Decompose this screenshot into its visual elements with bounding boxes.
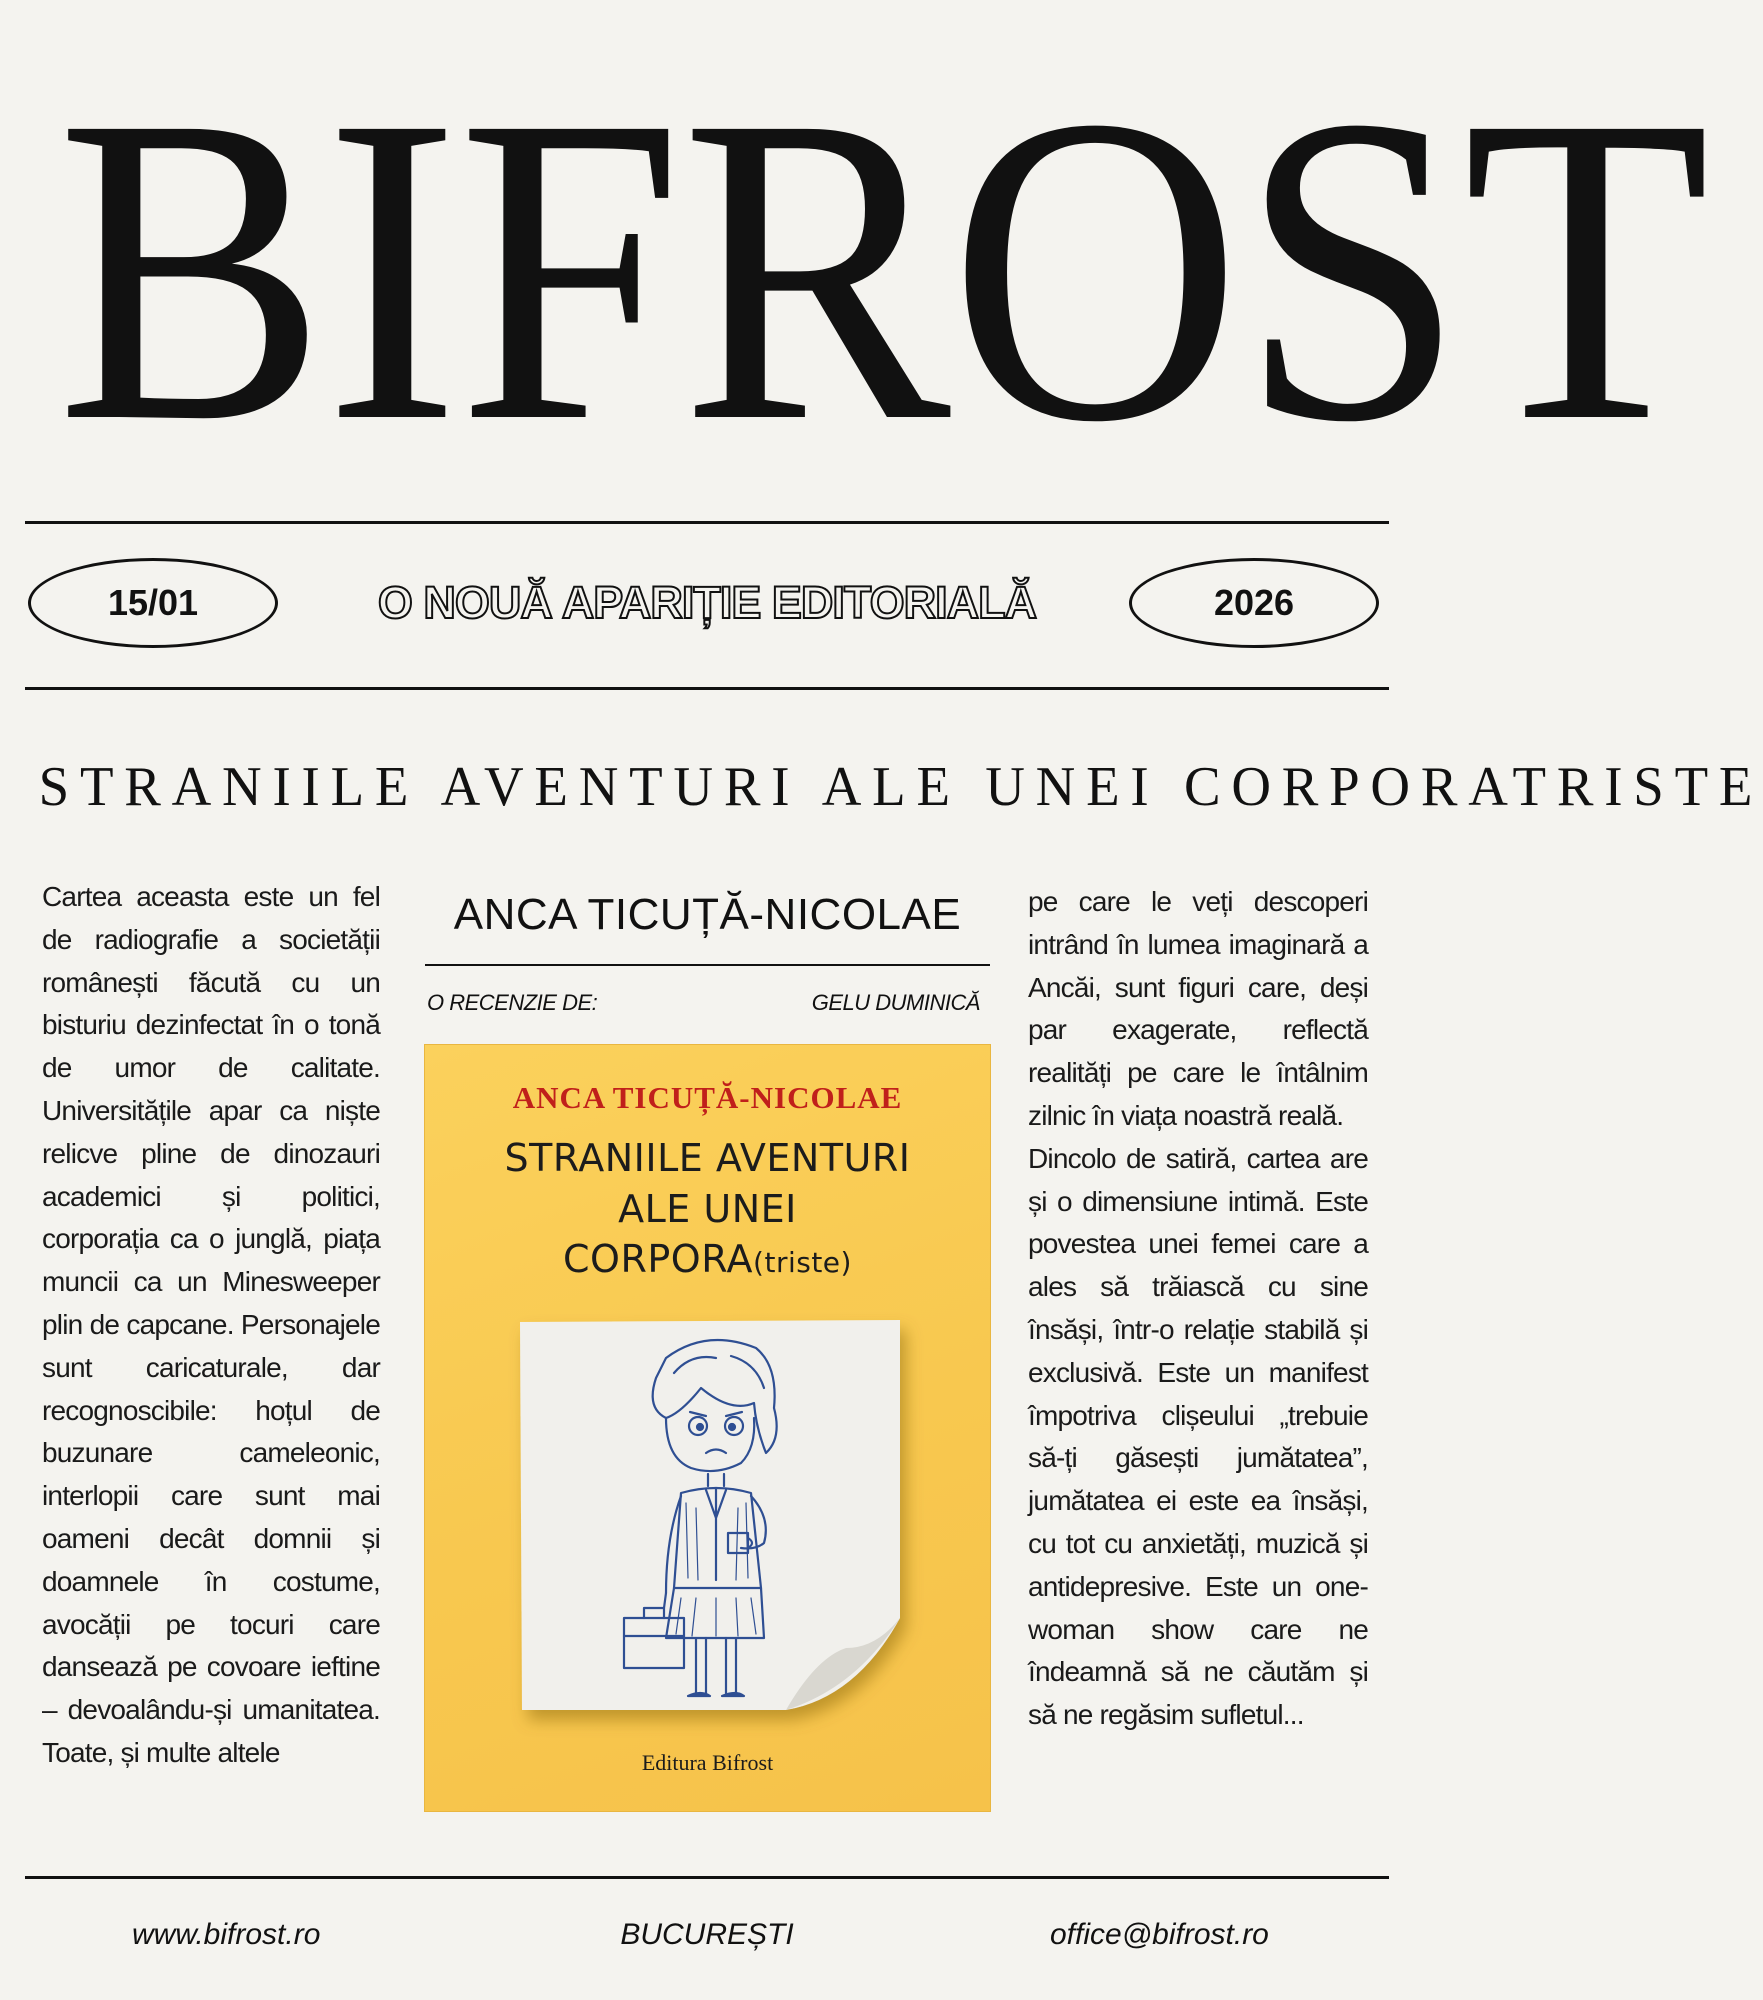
footer-city-text: BUCUREȘTI (620, 1918, 794, 1951)
cover-publisher: Editura Bifrost (641, 1750, 774, 1775)
book-cover-image (424, 1044, 991, 1812)
author-divider (425, 964, 990, 966)
cover-author: ANCA TICUȚĂ-NICOLAE (512, 1080, 903, 1115)
article-author: ANCA TICUȚĂ-NICOLAE (453, 890, 962, 939)
book-title: STRANIILE AVENTURI ALE UNEI CORPORATRISTE (38, 756, 1763, 818)
cover-title-line3-small: (triste) (753, 1246, 852, 1279)
left-paragraph: Cartea aceasta este un fel de radiografie a societății românești făcută cu un bisturiu dezinfectat în o tonă de umor de calitate. Universitățile apar ca niște relicve pline de dinozauri academici și politici, corporația ca o junglă, piața muncii ca un Minesweeper plin de capcane. Personajele sunt caricaturale, dar recognoscibile: hoțul de buzunare cameleonic, interlopii care sunt mai oameni decât domnii și doamnele în costume, avocății pe tocuri care dansează pe covoare ieftine – devoalându-și umanitatea. Toate, și multe altele (42, 881, 380, 1768)
article-right-column (1028, 881, 1368, 1737)
year-badge (1129, 558, 1379, 648)
cover-title-line2: ALE UNEI (618, 1187, 797, 1231)
sticky-note-illustration (516, 1318, 904, 1714)
cover-title-line3 (424, 1237, 991, 1281)
right-paragraph-1: pe care le veți descoperi intrând în lumea imaginară a Ancăi, sunt figuri care, deși par exagerate, reflectă realități pe care le întâlnim zilnic în viața noastră reală. (1028, 886, 1368, 1131)
article-left-column (42, 876, 380, 1775)
cover-title-line1: STRANIILE AVENTURI (504, 1136, 911, 1180)
banner-headline: O NOUĂ APARIȚIE EDITORIALĂ (377, 577, 1037, 628)
cover-title-line3-main: CORPORA (563, 1237, 754, 1281)
top-divider (25, 521, 1389, 524)
banner-bottom-divider (25, 687, 1389, 690)
review-label: O RECENZIE DE: (427, 990, 598, 1015)
footer-divider (25, 1876, 1389, 1879)
date-badge (28, 558, 278, 648)
reviewer-name: GELU DUMINICĂ (811, 990, 980, 1015)
footer-website-link[interactable]: www.bifrost.ro (132, 1918, 321, 1951)
year-text: 2026 (1213, 582, 1295, 623)
date-text: 15/01 (107, 582, 199, 623)
footer-email-link[interactable]: office@bifrost.ro (1050, 1918, 1269, 1951)
right-paragraph-2: Dincolo de satiră, cartea are și o dimensiune intimă. Este povestea unei femei care a ales să trăiască cu sine însăși, într-o relație stabilă și exclusivă. Este un manifest împotriva clișeului „trebuie să-ți găsești jumătatea”, jumătatea ei este ea însăși, cu tot cu anxietăți, muzică și antidepresive. Este un one-woman show care ne îndeamnă să ne căutăm și să ne regăsim sufletul... (1028, 1142, 1368, 1731)
masthead-title: BIFROST (56, 26, 1709, 513)
